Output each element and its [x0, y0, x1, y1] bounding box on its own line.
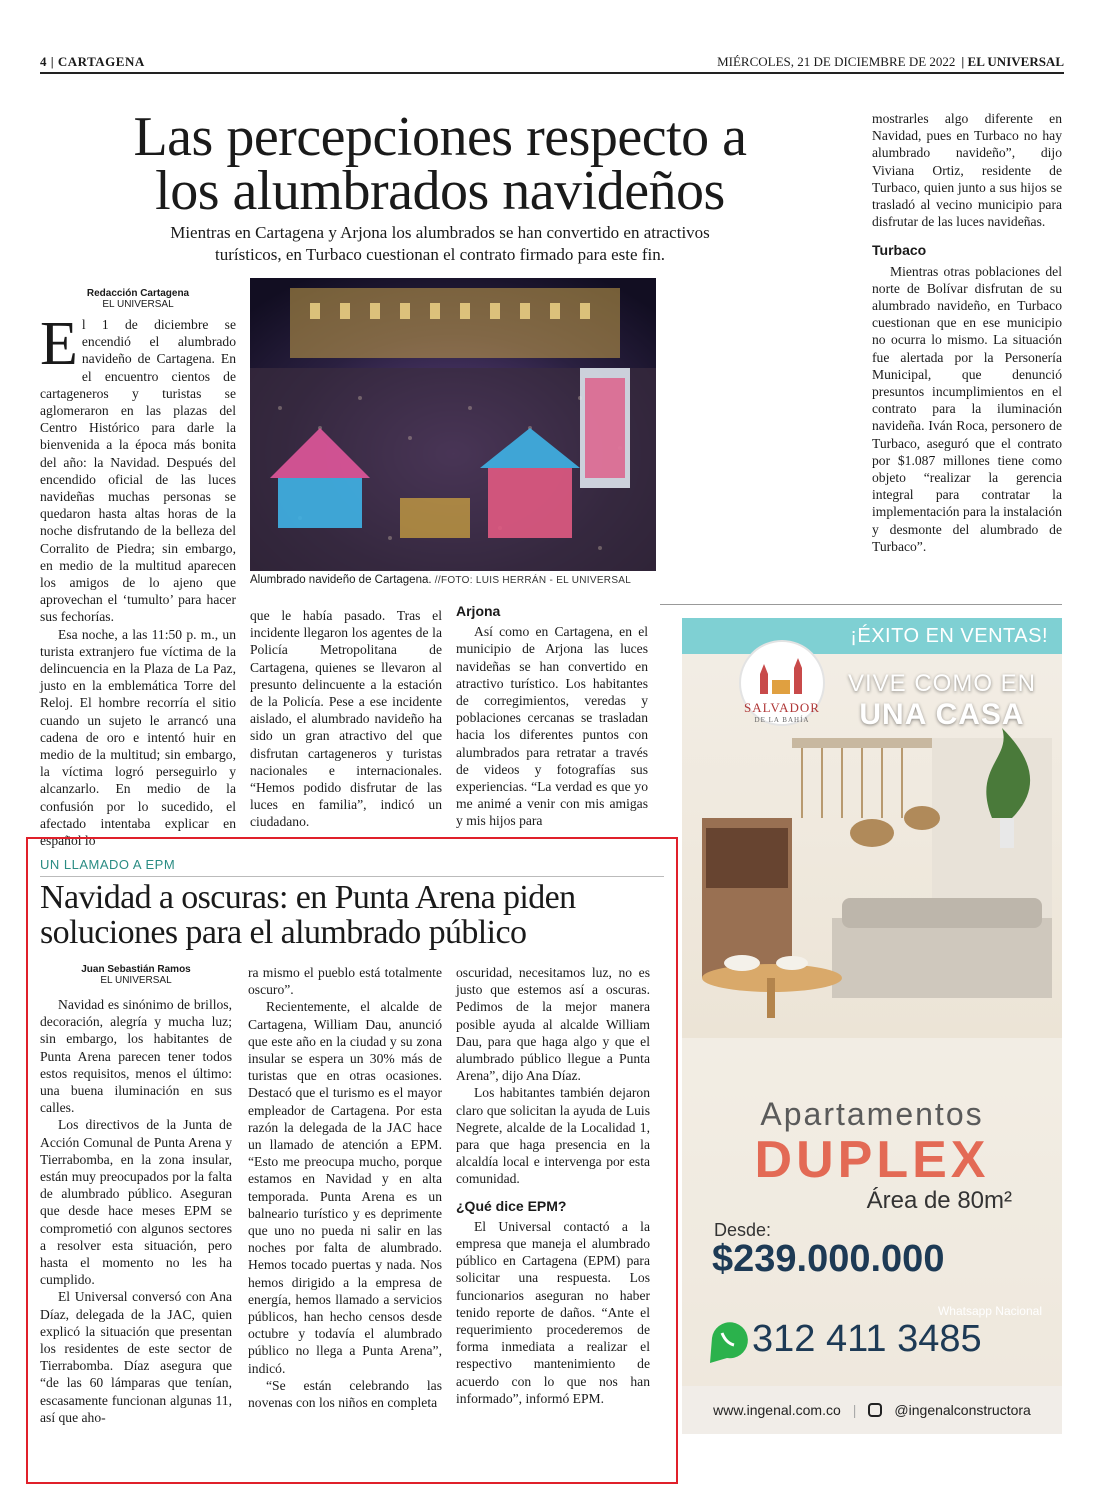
deck-line-1: Mientras en Cartagena y Arjona los alumbrados se han convertido en atractivos	[170, 223, 710, 242]
ad-phone-number: 312 411 3485	[752, 1318, 982, 1360]
col1-paragraph-2: Esa noche, a las 11:50 p. m., un turista extranjero fue víctima de la delincuencia en la Plaza de La Paz, justo en la emblemática Torre del Reloj. El hombre recorría el sitio cuando un sujeto le arrancó una cadena de oro e intentó huir en medio de la multitud; sin embargo, la víctima logró perseguirlo y alcanzarlo. En medio de la confusión por lo sucedido, el afectado intentaba explicar en español lo	[40, 626, 236, 849]
byline-org: EL UNIVERSAL	[102, 299, 174, 310]
ad-logo	[732, 700, 832, 724]
col1-paragraph-1-text: l 1 de diciembre se encendió el alumbrado navideño de Cartagena. En el encuentro cientos de cartageneros y turistas se aglomeraron en las plazas del Centro Histórico para darle la bienvenida a la época más bonita del año: la Navidad. Después del encendido oficial de las luces navideñas muchas personas se quedaron hasta altas horas de la noche disfrutando de la belleza del Corralito de Piedra; sin embargo, en medio de la multitud aparecen los amigos de lo ajeno que aprovechan el ‘tumulto’ para hacer sus fechorías.	[40, 317, 236, 625]
ad-logo-sub: DE LA BAHÍA	[754, 716, 810, 724]
page-folio	[40, 52, 1064, 74]
ad-slogan-line-2: UNA CASA	[859, 698, 1025, 731]
column-divider	[660, 604, 1062, 605]
arjona-subhead: Arjona	[456, 603, 501, 619]
epm-subhead: ¿Qué dice EPM?	[456, 1197, 567, 1214]
col4-paragraph-0: mostrarles algo diferente en Navidad, pues en Turbaco no hay alumbrado navideño”, dijo Viviana Ortiz, residente de Turbaco, quien junto a sus hijos se trasladó al vecino municipio para disfrutar de las luces navideñas.	[872, 111, 1062, 230]
main-column-2	[250, 607, 442, 831]
ad-area: Área de 80m²	[866, 1187, 1012, 1214]
col4-paragraph-1: Mientras otras poblaciones del norte de Bolívar disfrutan de su alumbrado navideño, en Turbaco cuestionan que en ese municipio no ocurra lo mismo. La situación fue alertada por la Personería Municipal, que denunció presuntos incumplimientos en el contrato para la iluminación navideña. Iván Roca, personero de Turbaco, aseguró que el contrato por $1.087 millones tiene como objeto “realizar la gerencia integral para contratar la implementación para la instalación y desmonte del alumbrado de Turbaco”.	[872, 263, 1062, 554]
deck-line-2: turísticos, en Turbaco cuestionan el contrato firmado para este fin.	[215, 245, 665, 264]
folio-right: MIÉRCOLES, 21 DE DICIEMBRE DE 2022 | EL UNIVERSAL	[717, 54, 1064, 69]
ad-banner-text: ¡ÉXITO EN VENTAS!	[850, 624, 1048, 647]
col3-paragraph: Así como en Cartagena, en el municipio de Arjona las luces navideñas se han convertido en atractivo turístico. Los habitantes de corregimientos, veredas y poblaciones cercanas se trasladan hacia los diferentes puntos con alumbrados para retratar a través de videos y fotografías sus experiencias. “La verdad es que yo me animé a venir con mis amigas y mis hijos para	[456, 624, 648, 829]
sidebar-byline-name: Juan Sebastián Ramos	[81, 964, 191, 975]
byline-name: Redacción Cartagena	[86, 288, 190, 299]
ad-website[interactable]: www.ingenal.com.co	[713, 1402, 841, 1418]
sidebar-c2-paragraph-2: “Se están celebrando las novenas con los niños en completa	[248, 1377, 442, 1411]
ad-footer-divider: |	[852, 1402, 857, 1418]
photo-credit: //FOTO: LUIS HERRÁN - EL UNIVERSAL	[434, 575, 632, 586]
sidebar-c2-paragraph-1: Recientemente, el alcalde de Cartagena, William Dau, anunció que este año en la ciudad y su zona insular se espera un 30% más de turistas que en otras ocasiones. Destacó que el turismo es el mayor empleador de Cartagena. Por esta razón la delegada de la JAC hace un llamado de atención a EPM. “Esto me preocupa mucho, porque estamos en Navidad y en alta temporada. Punta Arena es un balneario turístico y es deprimente que uno no pueda ni salir en las noches por falta de alumbrado. Hemos tocado puertas y nada. Nos hemos dirigido a la empresa de energía, hemos llamado a servicios públicos, han hecho censos desde octubre y todavía el alumbrado público no llega a Punta Arena”, indicó.	[248, 999, 442, 1376]
sidebar-c2-paragraph-0: ra mismo el pueblo está totalmente oscuro”.	[248, 965, 442, 998]
ad-footer	[682, 1386, 1062, 1434]
main-byline	[40, 288, 236, 310]
ad-slogan-line-1: VIVE COMO EN	[847, 670, 1037, 697]
col1-paragraph-1	[40, 310, 236, 626]
ad-product-line-2: DUPLEX	[754, 1131, 990, 1189]
photo-caption	[250, 574, 656, 586]
photo-illustration	[250, 278, 656, 571]
ad-product-line-1: Apartamentos	[760, 1096, 984, 1132]
main-column-4	[872, 110, 1062, 555]
ad-price-label: Desde:	[714, 1220, 772, 1240]
instagram-icon	[868, 1403, 882, 1417]
folio-left: 4 | CARTAGENA	[40, 54, 145, 69]
dropcap: E	[40, 310, 78, 378]
main-column-3	[456, 603, 648, 830]
real-estate-ad	[682, 618, 1062, 1386]
main-deck	[90, 222, 790, 266]
ad-whatsapp-label: Whatsapp Nacional	[937, 1304, 1042, 1318]
headline-line-1: Las percepciones respecto a	[133, 106, 747, 168]
ad-price: $239.000.000	[712, 1238, 945, 1280]
section-name: CARTAGENA	[57, 54, 145, 69]
sidebar-c1-paragraph-1: Navidad es sinónimo de brillos, decoración, alegría y mucha luz; sin embargo, los habitantes de Punta Arena parecen tener todos estos requisitos, menos el último: una buena iluminación en sus calles.	[40, 997, 232, 1116]
paper-name: EL UNIVERSAL	[967, 54, 1064, 69]
ad-phone	[752, 1318, 982, 1361]
main-column-1	[40, 288, 236, 849]
sidebar-kicker: UN LLAMADO A EPM	[40, 857, 176, 872]
page-number: 4	[40, 54, 47, 69]
sidebar-c1-paragraph-3: El Universal conversó con Ana Díaz, delegada de la JAC, quien explicó la situación que presentan los residentes de este sector de Tierrabomba. Díaz asegura que “de las 60 lámparas que tenían, escasamente funcionan algunas 11, así que aho-	[40, 1289, 232, 1425]
highlight-box	[26, 837, 678, 1484]
sidebar-c3-paragraph-2: El Universal contactó a la empresa que maneja el alumbrado público en Cartagena (EPM) para solicitar una respuesta. Los funcionarios aseguran no haber tenido reporte de daños. “Ante el requerimiento procederemos de forma inmediata a realizar el respectivo mantenimiento de acuerdo con lo que nos han informado”, informó EPM.	[456, 1218, 650, 1406]
sidebar-c3-paragraph-1: Los habitantes también dejaron claro que solicitan la ayuda de Luis Negrete, alcalde de la Localidad 1, para que haga presencia en la alcaldía local e intervenga por esta comunidad.	[456, 1085, 650, 1187]
ad-instagram[interactable]: @ingenalconstructora	[894, 1402, 1031, 1418]
issue-date: MIÉRCOLES, 21 DE DICIEMBRE DE 2022	[717, 54, 956, 69]
sidebar-c3-paragraph-0: oscuridad, necesitamos luz, no es justo que estemos así a oscuras. Pedimos de la mejor manera posible ayuda al alcalde William Dau, para que haga algo y que el alumbrado público llegue a Punta Arena”, dijo Ana Díaz.	[456, 965, 650, 1084]
ad-banner	[682, 618, 1062, 654]
caption-text: Alumbrado navideño de Cartagena.	[250, 574, 432, 586]
sidebar-headline-line-2: soluciones para el alumbrado público	[40, 914, 527, 951]
ad-product	[682, 1096, 1062, 1215]
sidebar-c1-paragraph-2: Los directivos de la Junta de Acción Comunal de Punta Arena y Tierrabomba, en la zona insular, están muy preocupados por la falta de alumbrado público. Aseguran que desde hace meses EPM se comprometió con algunos sectores a resolver esta situación, pero hasta el momento no les ha cumplido.	[40, 1117, 232, 1288]
turbaco-subhead: Turbaco	[872, 242, 927, 259]
ad-logo-text: SALVADOR	[744, 700, 820, 715]
col2-paragraph: que le había pasado. Tras el incidente llegaron los agentes de la Policía Metropolitana de Cartagena, quienes se llevaron al presunto delincuente a la estación de la Policía. Pese a ese incidente aislado, el alumbrado navideño ha sido un gran atractivo del que disfrutan cartageneros y turistas nacionales e internacionales. “Hemos podido disfrutar de las luces en familia”, indicó un ciudadano.	[250, 608, 442, 830]
christmas-lights-photo	[250, 278, 656, 571]
sidebar-byline-org: EL UNIVERSAL	[100, 975, 172, 986]
headline-line-2: los alumbrados navideños	[155, 160, 725, 222]
sidebar-headline-line-1: Navidad a oscuras: en Punta Arena piden	[40, 879, 576, 916]
ad-slogan	[832, 670, 1052, 732]
main-headline	[40, 106, 840, 222]
